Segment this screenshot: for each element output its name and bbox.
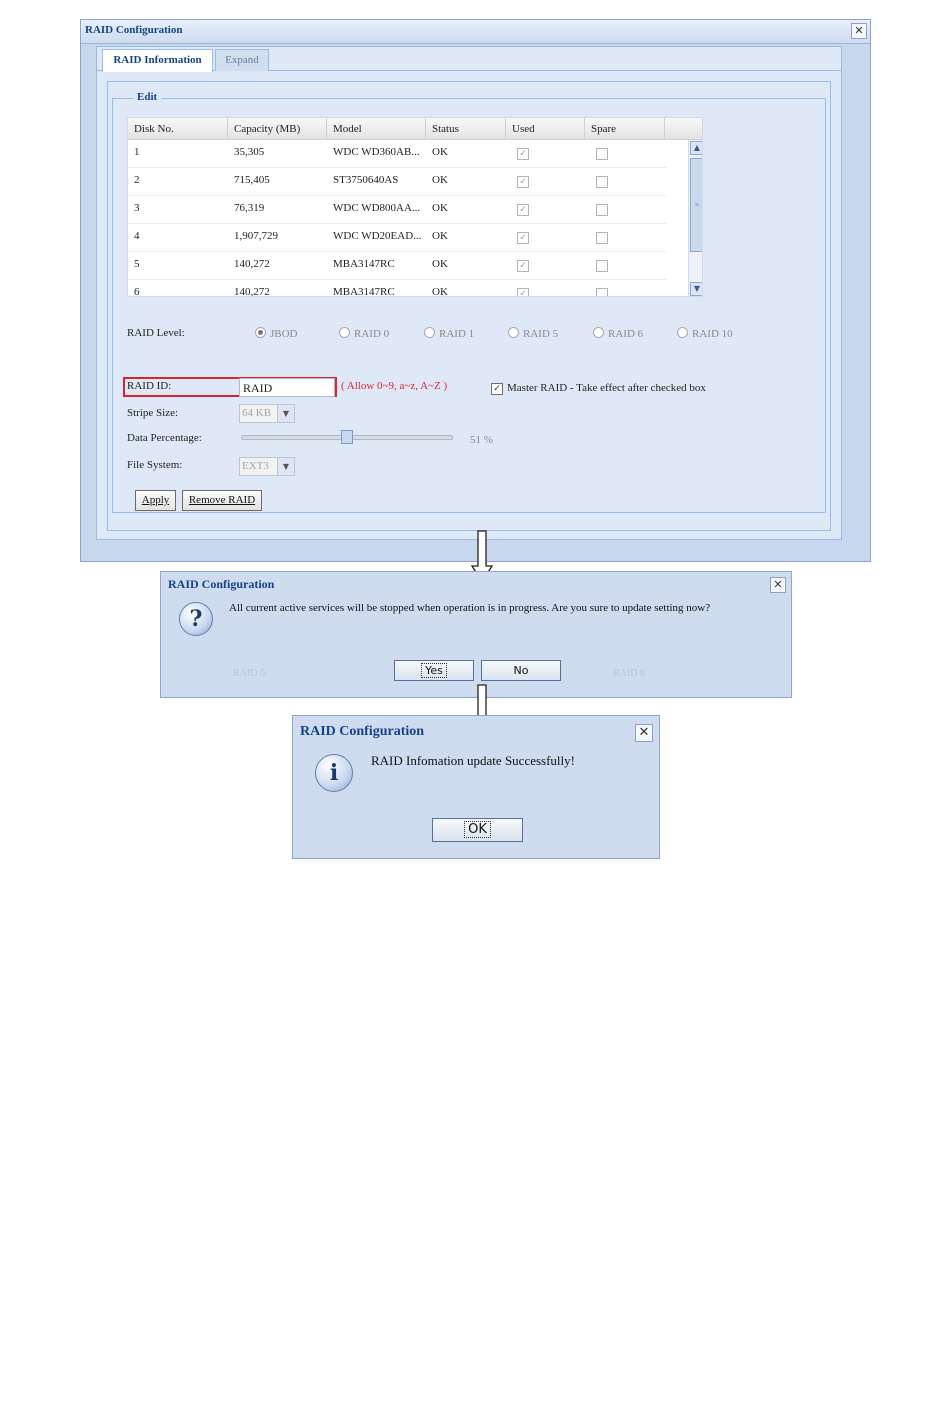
capacity-cell: 35,305 [234, 146, 265, 158]
radio-raid-0[interactable] [339, 327, 389, 340]
disk-table [127, 117, 703, 297]
success-message: RAID Infomation update Successfully! [371, 753, 575, 768]
chevron-down-icon[interactable]: ▼ [277, 458, 294, 475]
capacity-cell: 140,272 [234, 286, 270, 297]
status-cell: OK [432, 174, 448, 186]
disk-no-cell: 1 [134, 146, 140, 158]
radio-label: RAID 5 [523, 328, 559, 340]
confirm-message: All current active services will be stopped when operation is in progress. Are you sure to update setting now? [229, 602, 711, 614]
table-row[interactable] [128, 140, 666, 168]
data-percentage-value: 51 % [470, 434, 493, 446]
close-icon[interactable]: ✕ [770, 577, 786, 593]
ok-button-label: OK [465, 822, 490, 837]
confirm-dialog-title: RAID Configuration [168, 577, 275, 591]
master-raid-checkbox[interactable]: ✓ [491, 383, 503, 395]
radio-label: JBOD [270, 328, 298, 340]
model-cell: WDC WD360AB... [333, 146, 420, 158]
column-header-capacity[interactable]: Capacity (MB) [228, 118, 327, 140]
radio-label: RAID 6 [608, 328, 644, 340]
model-cell: MBA3147RC [333, 258, 395, 270]
remove-raid-button[interactable] [182, 490, 262, 511]
used-checkbox[interactable]: ✓ [517, 148, 529, 160]
radio-jbod[interactable] [255, 327, 298, 340]
scroll-down-icon[interactable]: ▼ [690, 282, 703, 296]
radio-raid-1[interactable] [424, 327, 474, 340]
master-raid-label: Master RAID - Take effect after checked box [507, 382, 706, 394]
spare-checkbox[interactable] [596, 204, 608, 216]
capacity-cell: 140,272 [234, 258, 270, 270]
column-header-spare[interactable]: Spare [585, 118, 665, 140]
edit-fieldset [112, 91, 826, 513]
capacity-cell: 76,319 [234, 202, 265, 214]
close-icon[interactable]: ✕ [851, 23, 867, 39]
scroll-up-icon[interactable]: ▲ [690, 141, 703, 155]
tab-strip [97, 47, 841, 71]
table-row[interactable] [128, 280, 666, 297]
radio-dot-icon [255, 327, 266, 338]
spare-checkbox[interactable] [596, 148, 608, 160]
used-checkbox[interactable]: ✓ [517, 232, 529, 244]
tab-raid-information[interactable]: RAID Information [102, 49, 213, 72]
status-cell: OK [432, 258, 448, 270]
table-row[interactable] [128, 252, 666, 280]
no-button-label: No [513, 664, 529, 677]
status-cell: OK [432, 146, 448, 158]
spare-checkbox[interactable] [596, 288, 608, 297]
table-row[interactable] [128, 224, 666, 252]
used-checkbox[interactable]: ✓ [517, 260, 529, 272]
model-cell: ST3750640AS [333, 174, 399, 186]
disk-no-cell: 5 [134, 258, 140, 270]
file-system-label: File System: [127, 459, 183, 471]
confirm-dialog [160, 571, 792, 698]
radio-raid-5[interactable] [508, 327, 558, 340]
spare-checkbox[interactable] [596, 260, 608, 272]
radio-dot-icon [677, 327, 688, 338]
disk-no-cell: 3 [134, 202, 140, 214]
disk-no-cell: 6 [134, 286, 140, 297]
window-body [96, 46, 842, 540]
used-checkbox[interactable]: ✓ [517, 176, 529, 188]
raid-id-input[interactable]: RAID [239, 378, 335, 397]
radio-raid-6[interactable] [593, 327, 643, 340]
stripe-size-select[interactable] [239, 404, 295, 423]
capacity-cell: 715,405 [234, 174, 270, 186]
radio-label: RAID 0 [354, 328, 390, 340]
table-scrollbar[interactable] [688, 140, 703, 297]
yes-button[interactable] [394, 660, 474, 681]
disk-no-cell: 2 [134, 174, 140, 186]
radio-dot-icon [508, 327, 519, 338]
radio-label: RAID 10 [692, 328, 733, 340]
no-button[interactable] [481, 660, 561, 681]
used-checkbox[interactable]: ✓ [517, 288, 529, 297]
raid-id-hint: ( Allow 0~9, a~z, A~Z ) [341, 380, 448, 392]
model-cell: WDC WD800AA... [333, 202, 421, 214]
close-icon[interactable]: ✕ [635, 724, 653, 742]
remove-raid-button-label: Remove RAID [188, 494, 256, 506]
question-icon: ? [179, 602, 213, 636]
radio-raid-10[interactable] [677, 327, 733, 340]
spare-checkbox[interactable] [596, 232, 608, 244]
tab-panel [107, 81, 831, 531]
radio-dot-icon [339, 327, 350, 338]
info-icon: i [315, 754, 353, 792]
file-system-select[interactable] [239, 457, 295, 476]
ok-button[interactable] [432, 818, 523, 842]
window-title: RAID Configuration [85, 24, 183, 36]
window-titlebar [81, 20, 870, 44]
raid-config-window [80, 19, 871, 562]
raid-level-label: RAID Level: [127, 327, 185, 339]
edit-legend: Edit [133, 91, 161, 103]
column-header-model[interactable]: Model [327, 118, 426, 140]
apply-button-label: Apply [141, 494, 170, 506]
capacity-cell: 1,907,729 [234, 230, 278, 242]
status-cell: OK [432, 230, 448, 242]
background-ghost-text: RAID 6 [613, 668, 645, 679]
yes-button-label: Yes [422, 664, 446, 677]
radio-dot-icon [593, 327, 604, 338]
stripe-size-value: 64 KB [242, 407, 272, 419]
table-row[interactable] [128, 168, 666, 196]
column-header-status[interactable]: Status [426, 118, 506, 140]
table-row[interactable] [128, 196, 666, 224]
data-percentage-label: Data Percentage: [127, 432, 202, 444]
raid-id-label: RAID ID: [127, 380, 172, 392]
radio-label: RAID 1 [439, 328, 475, 340]
status-cell: OK [432, 286, 448, 297]
used-checkbox[interactable]: ✓ [517, 204, 529, 216]
radio-dot-icon [424, 327, 435, 338]
stripe-size-label: Stripe Size: [127, 407, 179, 419]
slider-handle[interactable] [341, 430, 353, 444]
apply-button[interactable] [135, 490, 176, 511]
model-cell: MBA3147RC [333, 286, 395, 297]
column-header-used[interactable]: Used [506, 118, 585, 140]
status-cell: OK [432, 202, 448, 214]
chevron-down-icon[interactable]: ▼ [277, 405, 294, 422]
background-ghost-text: RAID 0 [233, 668, 265, 679]
tab-expand[interactable]: Expand [215, 49, 269, 71]
disk-no-cell: 4 [134, 230, 140, 242]
success-dialog [292, 715, 660, 859]
disk-table-header [128, 118, 703, 140]
model-cell: WDC WD20EAD... [333, 230, 422, 242]
success-dialog-title: RAID Configuration [300, 724, 425, 739]
scroll-thumb[interactable]: ≡ [690, 158, 703, 252]
file-system-value: EXT3 [242, 460, 269, 472]
column-header-disk-no[interactable]: Disk No. [128, 118, 228, 140]
spare-checkbox[interactable] [596, 176, 608, 188]
